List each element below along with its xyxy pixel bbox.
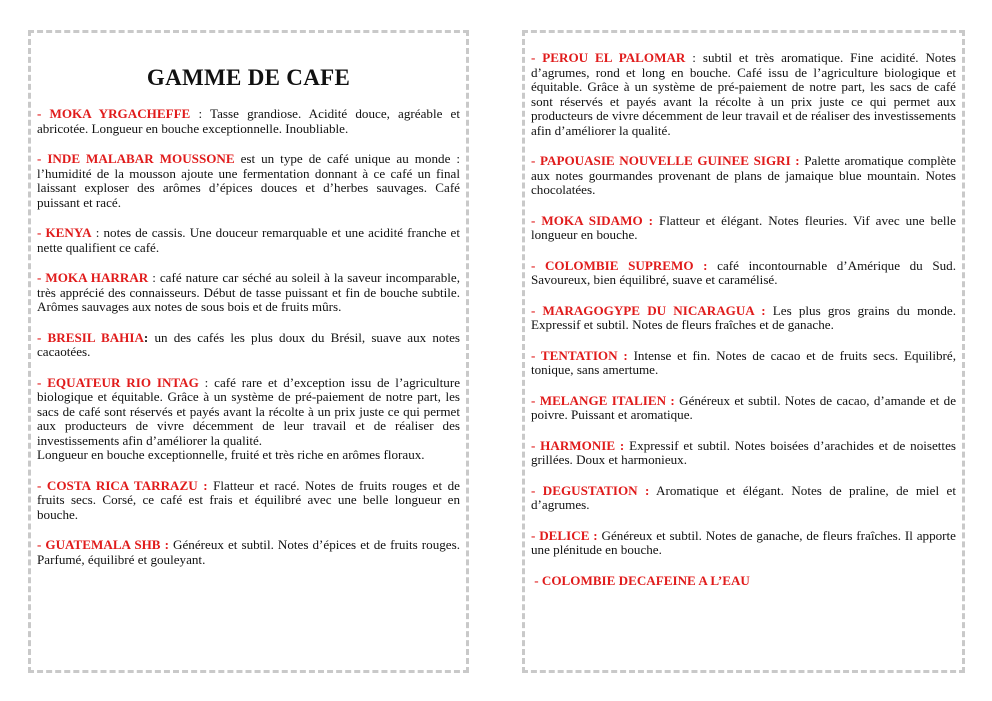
coffee-description: un des cafés les plus doux du Brésil, suave aux notes cacaotées. [37, 329, 461, 359]
separator: : [685, 50, 703, 65]
page-title: GAMME DE CAFE [146, 65, 351, 90]
coffee-name: - MOKA HARRAR [37, 270, 149, 285]
coffee-entry [531, 574, 956, 589]
coffee-entry [531, 349, 956, 378]
coffee-name: - COLOMBIE SUPREMO : [531, 257, 708, 273]
coffee-description: Aromatique et élégant. Notes de praline, de miel et d’agrumes. [531, 482, 956, 512]
coffee-entry [37, 107, 460, 136]
coffee-description-extra: Longueur en bouche exceptionnelle, fruité et très riche en arômes floraux. [37, 447, 425, 462]
coffee-entry [37, 226, 460, 255]
coffee-description: Intense et fin. Notes de cacao et de fruits secs. Equilibré, tonique, sans amertume. [531, 347, 956, 377]
coffee-name: - GUATEMALA SHB : [37, 537, 169, 552]
separator [766, 303, 773, 318]
coffee-description: Généreux et subtil. Notes de cacao, d’amande et de poivre. Puissant et aromatique. [531, 392, 956, 422]
coffee-name: - COLOMBIE DECAFEINE A L’EAU [531, 572, 750, 588]
coffee-description: café incontournable d’Amérique du Sud. Savoureux, bien équilibré, suave et caramélisé. [531, 257, 956, 287]
coffee-description: Palette aromatique complète aux notes gourmandes provenant de plans de jamaique blue mountain. Notes chocolatées. [531, 153, 956, 197]
coffee-description: café rare et d’exception issu de l’agriculture biologique et équitable. Grâce à un système de pré-paiement de notre part, les sacs de café sont réservés et payés avant la récolte à un prix juste ce qui permet aux producteurs de vivre décemment de leur travail et de réaliser des investissements afin d’améliorer la qualité. [37, 374, 461, 448]
coffee-entry [531, 51, 956, 138]
coffee-entry [37, 331, 460, 360]
coffee-description: est un type de café unique au monde : l’humidité de la mousson ajoute une fermentation donnant à ce café un final laissant exploser des arômes d’épices douces et d’herbes sauvages. Café puissant et racé. [37, 151, 460, 210]
coffee-entry [37, 376, 460, 463]
separator: : [148, 270, 160, 285]
coffee-name: - MOKA SIDAMO : [531, 212, 653, 228]
coffee-entry [37, 479, 460, 523]
coffee-name: - INDE MALABAR MOUSSONE [37, 151, 235, 166]
coffee-name: - COSTA RICA TARRAZU : [37, 477, 208, 493]
separator: : [143, 329, 155, 345]
coffee-name: - MELANGE ITALIEN : [531, 392, 675, 408]
coffee-name: - KENYA [37, 225, 92, 240]
coffee-entry [37, 152, 460, 210]
coffee-name: - DEGUSTATION : [531, 482, 650, 498]
coffee-description: subtil et très aromatique. Fine acidité. Notes d’agrumes, rond et long en bouche. Café issu de l’agriculture biologique et équitable. Grâce à un système de pré-paiement de notre part, les sacs de café sont réservés et payés avant la récolte à un prix juste ce qui permet aux producteurs de vivre décemment de leur travail et de réaliser des investissements afin d’améliorer la qualité. [531, 50, 957, 138]
coffee-entry [531, 394, 956, 423]
coffee-description: café nature car séché au soleil à la saveur incomparable, très apprécié des connaisseurs. Début de tasse puissant et fin de bouche subtile. Arômes sauvages aux notes de sous bois et de fruits mûrs. [37, 270, 460, 314]
coffee-entry [531, 529, 956, 558]
coffee-description: Les plus gros grains du monde. Expressif et subtil. Notes de fleurs fraîches et de ganache. [531, 302, 956, 332]
coffee-entry [531, 439, 956, 468]
coffee-name: - BRESIL BAHIA [37, 329, 144, 345]
coffee-entry [37, 538, 460, 567]
separator: : [190, 106, 211, 121]
left-page [28, 30, 469, 673]
separator: : [91, 225, 104, 240]
coffee-description: Généreux et subtil. Notes de ganache, de fleurs fraîches. Il apporte une plénitude en bouche. [531, 527, 956, 557]
coffee-description: Flatteur et élégant. Notes fleuries. Vif avec une belle longueur en bouche. [531, 212, 956, 242]
coffee-entry [531, 259, 956, 288]
coffee-name: - PEROU EL PALOMAR [531, 50, 686, 65]
coffee-description: Expressif et subtil. Notes boisées d’arachides et de noisettes grillées. Doux et harmonieux. [531, 437, 956, 467]
coffee-name: - PAPOUASIE NOUVELLE GUINEE SIGRI : [531, 153, 800, 168]
coffee-entry [531, 214, 956, 243]
separator: : [198, 374, 215, 390]
coffee-name: - HARMONIE : [531, 437, 625, 453]
coffee-entry [531, 484, 956, 513]
coffee-name: - TENTATION : [531, 347, 628, 363]
coffee-name: - MARAGOGYPE DU NICARAGUA : [531, 302, 766, 318]
coffee-description: Tasse grandiose. Acidité douce, agréable et abricotée. Longueur en bouche exceptionnelle. Inoubliable. [37, 106, 460, 136]
separator [708, 258, 718, 273]
coffee-description: notes de cassis. Une douceur remarquable et une acidité franche et nette qualifient ce café. [37, 225, 460, 255]
right-page [522, 30, 965, 673]
coffee-description: Généreux et subtil. Notes d’épices et de fruits rouges. Parfumé, équilibré et gouleyant. [37, 537, 460, 567]
coffee-description: Flatteur et racé. Notes de fruits rouges et de fruits secs. Corsé, ce café est frais et équilibré avec une belle longueur en bouche. [37, 477, 460, 522]
coffee-entry [531, 154, 956, 198]
coffee-name: - MOKA YRGACHEFFE [37, 106, 191, 121]
coffee-name: - EQUATEUR RIO INTAG [37, 374, 199, 390]
coffee-name: - DELICE : [531, 527, 598, 543]
coffee-entry [37, 271, 460, 315]
coffee-entry [531, 304, 956, 333]
